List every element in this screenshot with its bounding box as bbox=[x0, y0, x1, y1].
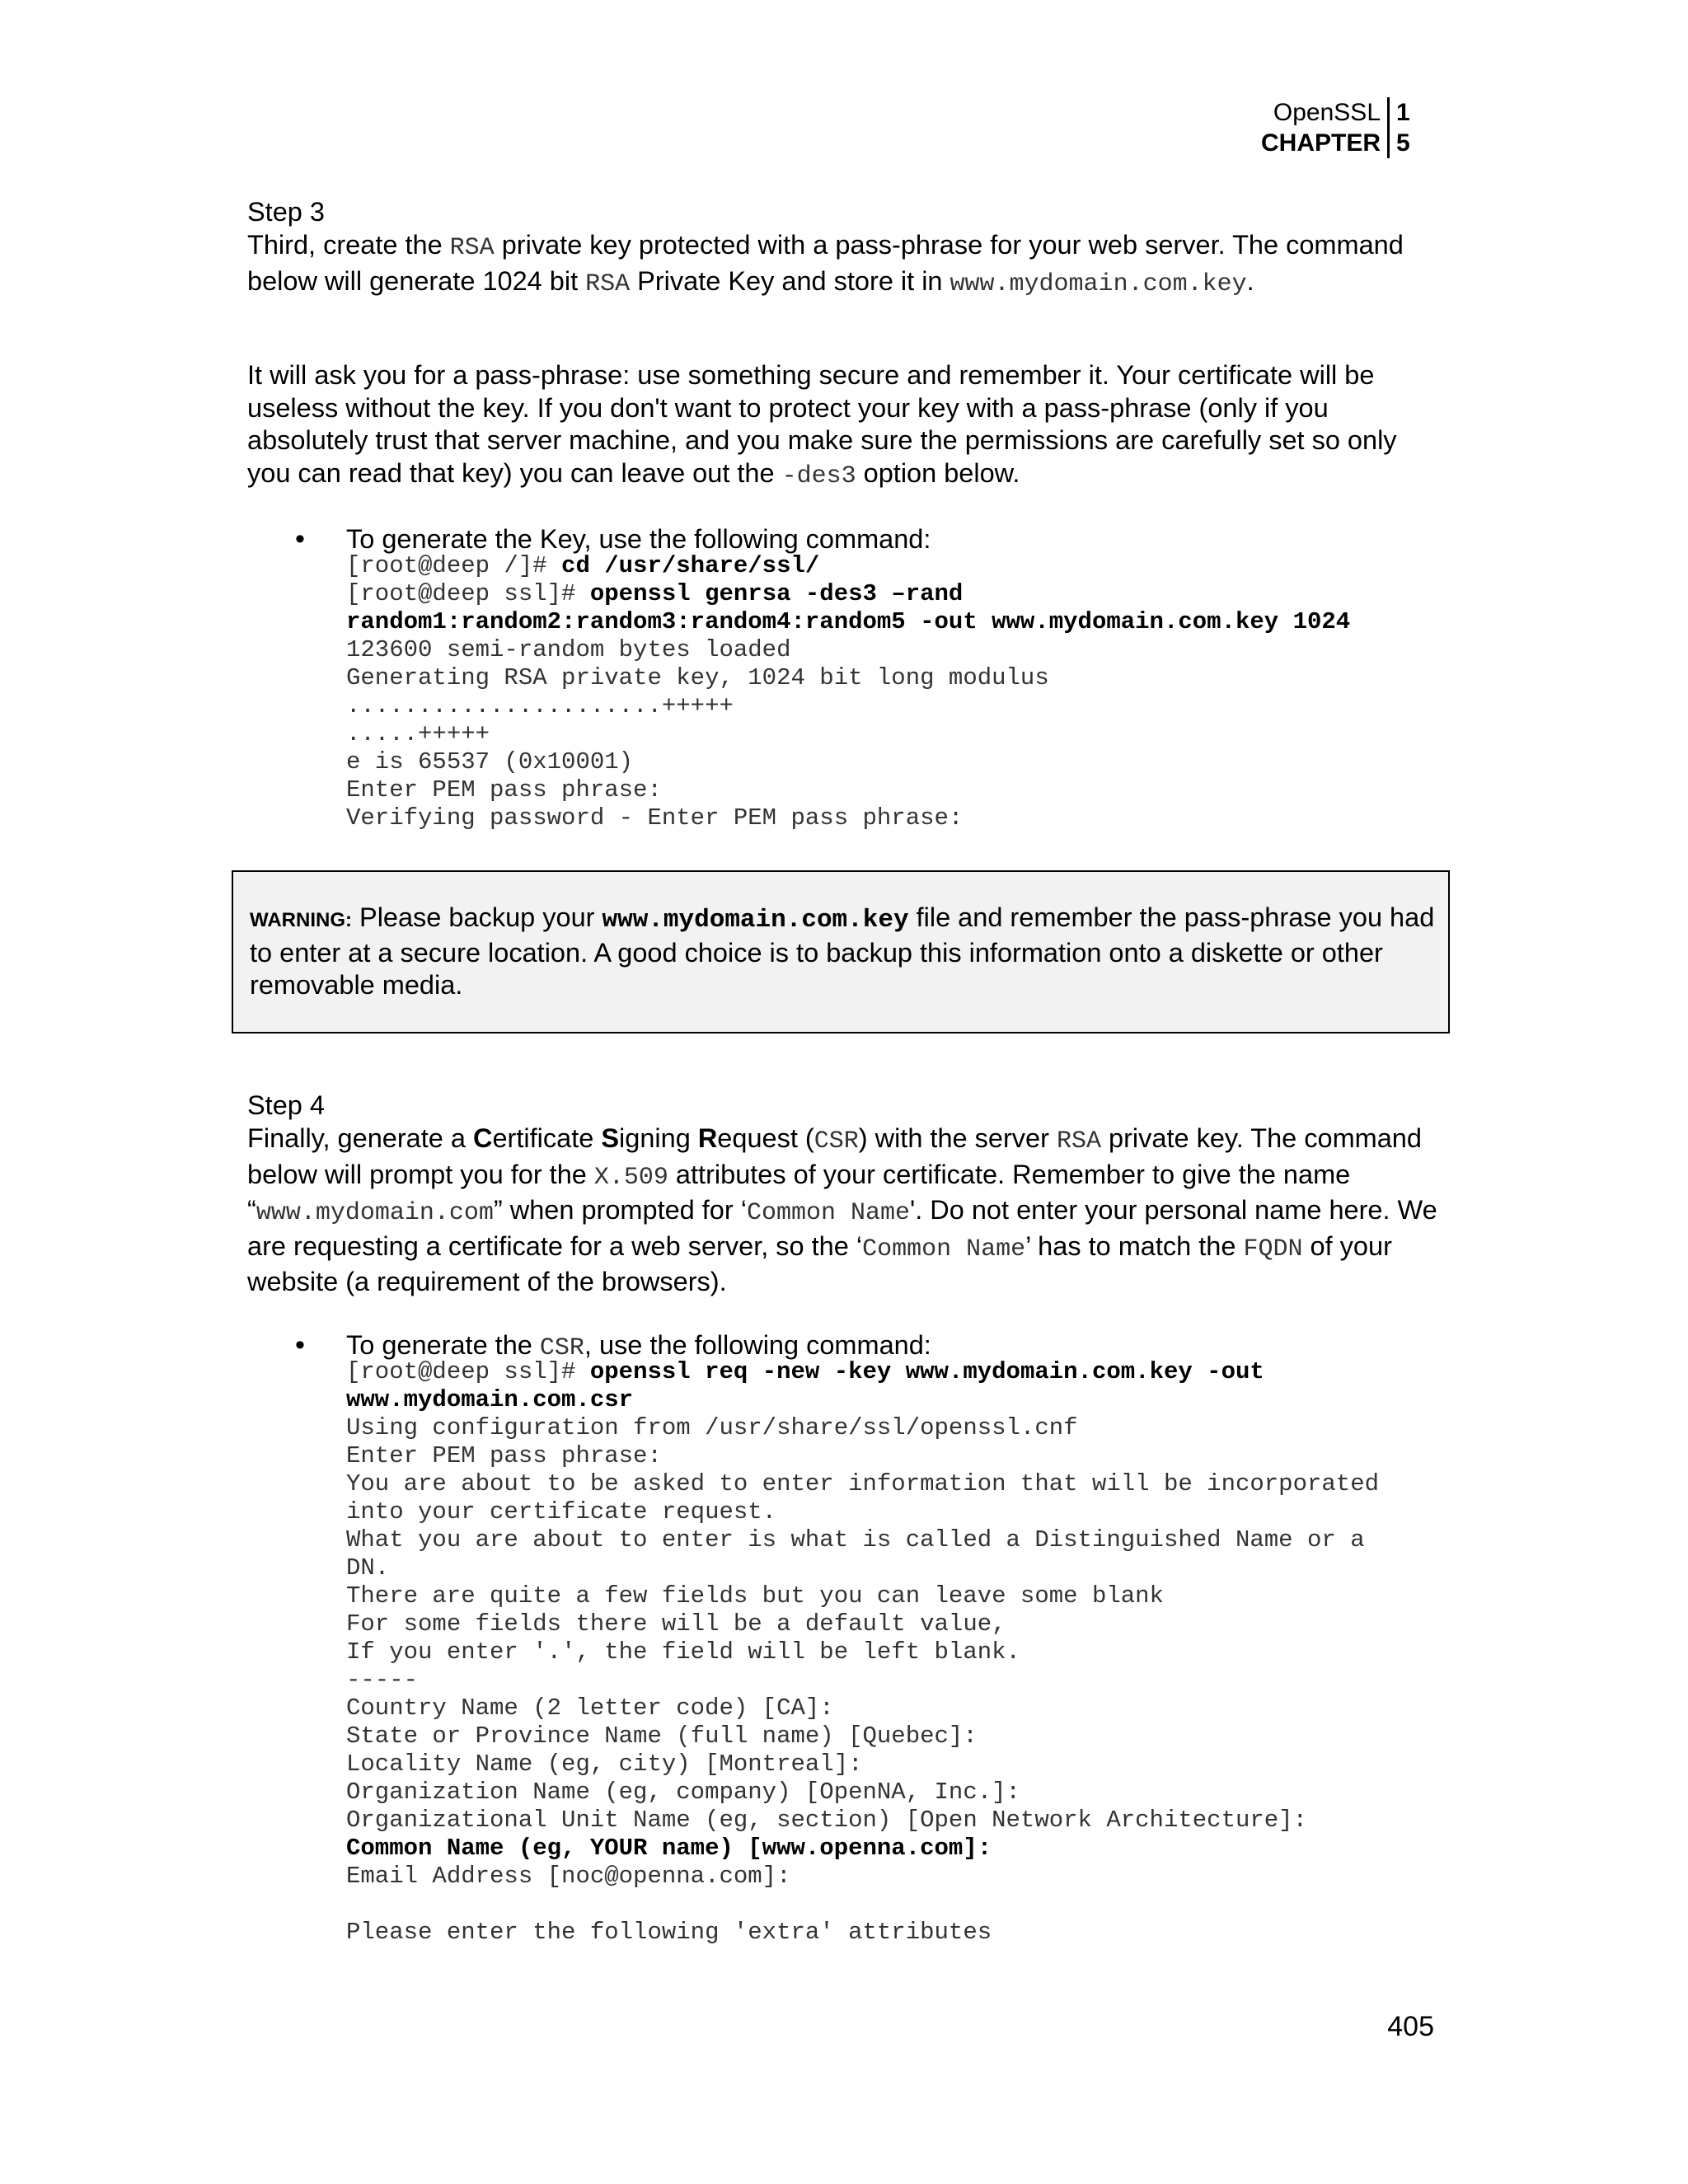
header-title: OpenSSL bbox=[1273, 99, 1381, 126]
step4-bullet-text: To generate the CSR, use the following command: bbox=[346, 1330, 931, 1362]
step3-code-block: [root@deep /]# cd /usr/share/ssl/ [root@deep ssl]# openssl genrsa -des3 –rand random1:random2:random3:random4:random5 -out www.mydomain.com.key 1024 123600 semi-random bytes loaded Generating RSA private key, 1024 bit long modulus ......................+++++ .....+++++ e is 65537 (0x10001) Enter PEM pass phrase: Verifying password - Enter PEM pass phrase: bbox=[346, 552, 1351, 832]
step4-heading: Step 4 bbox=[247, 1090, 325, 1120]
step4-paragraph-1: Finally, generate a Certificate Signing Request (CSR) with the server RSA private key. The command below will prompt you for the X.509 attributes of your certificate. Remember to give the name “www.mydomain.com” when prompted for ‘Common Name'. Do not enter your personal name here. We are requesting a certificate for a web server, so the ‘Common Name’ has to match the FQDN of your website (a requirement of the browsers). bbox=[247, 1123, 1437, 1296]
step3-heading: Step 3 bbox=[247, 197, 325, 227]
step3-bullet-text: To generate the Key, use the following command: bbox=[346, 524, 931, 554]
step4-code-block: [root@deep ssl]# openssl req -new -key www.mydomain.com.key -out www.mydomain.com.csr Using configuration from /usr/share/ssl/openssl.cnf Enter PEM pass phrase: You are about to be asked to enter information that will be incorporated into your certificate request. What you are about to enter is what is called a Distinguished Name or a DN. There are quite a few fields but you can leave some blank For some fields there will be a default value, If you enter '.', the field will be left blank. ----- Country Name (2 letter code) [CA]: State or Province Name (full name) [Quebec]: Locality Name (eg, city) [Montreal]: Organization Name (eg, company) [OpenNA, Inc.]: Organizational Unit Name (eg, section) [Open Network Architecture]: Common Name (eg, YOUR name) [www.openna.com]: Email Address [noc@openna.com]: Please enter the following 'extra' attributes bbox=[346, 1358, 1380, 1946]
warning-box bbox=[232, 870, 1450, 1033]
header-chapter-digit-2: 5 bbox=[1387, 128, 1418, 158]
header-chapter-digit-1: 1 bbox=[1387, 97, 1418, 128]
step3-paragraph-1: Third, create the RSA private key protected with a pass-phrase for your web server. The command below will generate 1024 bit RSA Private Key and store it in www.mydomain.com.key. bbox=[247, 230, 1404, 298]
bullet-icon: • bbox=[295, 1329, 305, 1361]
step3-paragraph-2: It will ask you for a pass-phrase: use something secure and remember it. Your certificate will be useless without the key. If you don't want to protect your key with a pass-phrase (only if you absolutely trust that server machine, and you make sure the permissions are carefully set so only you can read that key) you can leave out the -des3 option below. bbox=[247, 360, 1397, 490]
warning-label: WARNING: bbox=[250, 909, 352, 931]
page-number: 405 bbox=[1387, 2011, 1434, 2042]
bullet-icon: • bbox=[295, 523, 305, 555]
header-chapter-label: CHAPTER bbox=[1260, 129, 1381, 157]
running-header bbox=[1187, 97, 1418, 158]
warning-text: WARNING: Please backup your www.mydomain.com.key file and remember the pass-phrase you had to enter at a secure location. A good choice is to backup this information onto a diskette or other removable media. bbox=[250, 902, 1435, 1000]
